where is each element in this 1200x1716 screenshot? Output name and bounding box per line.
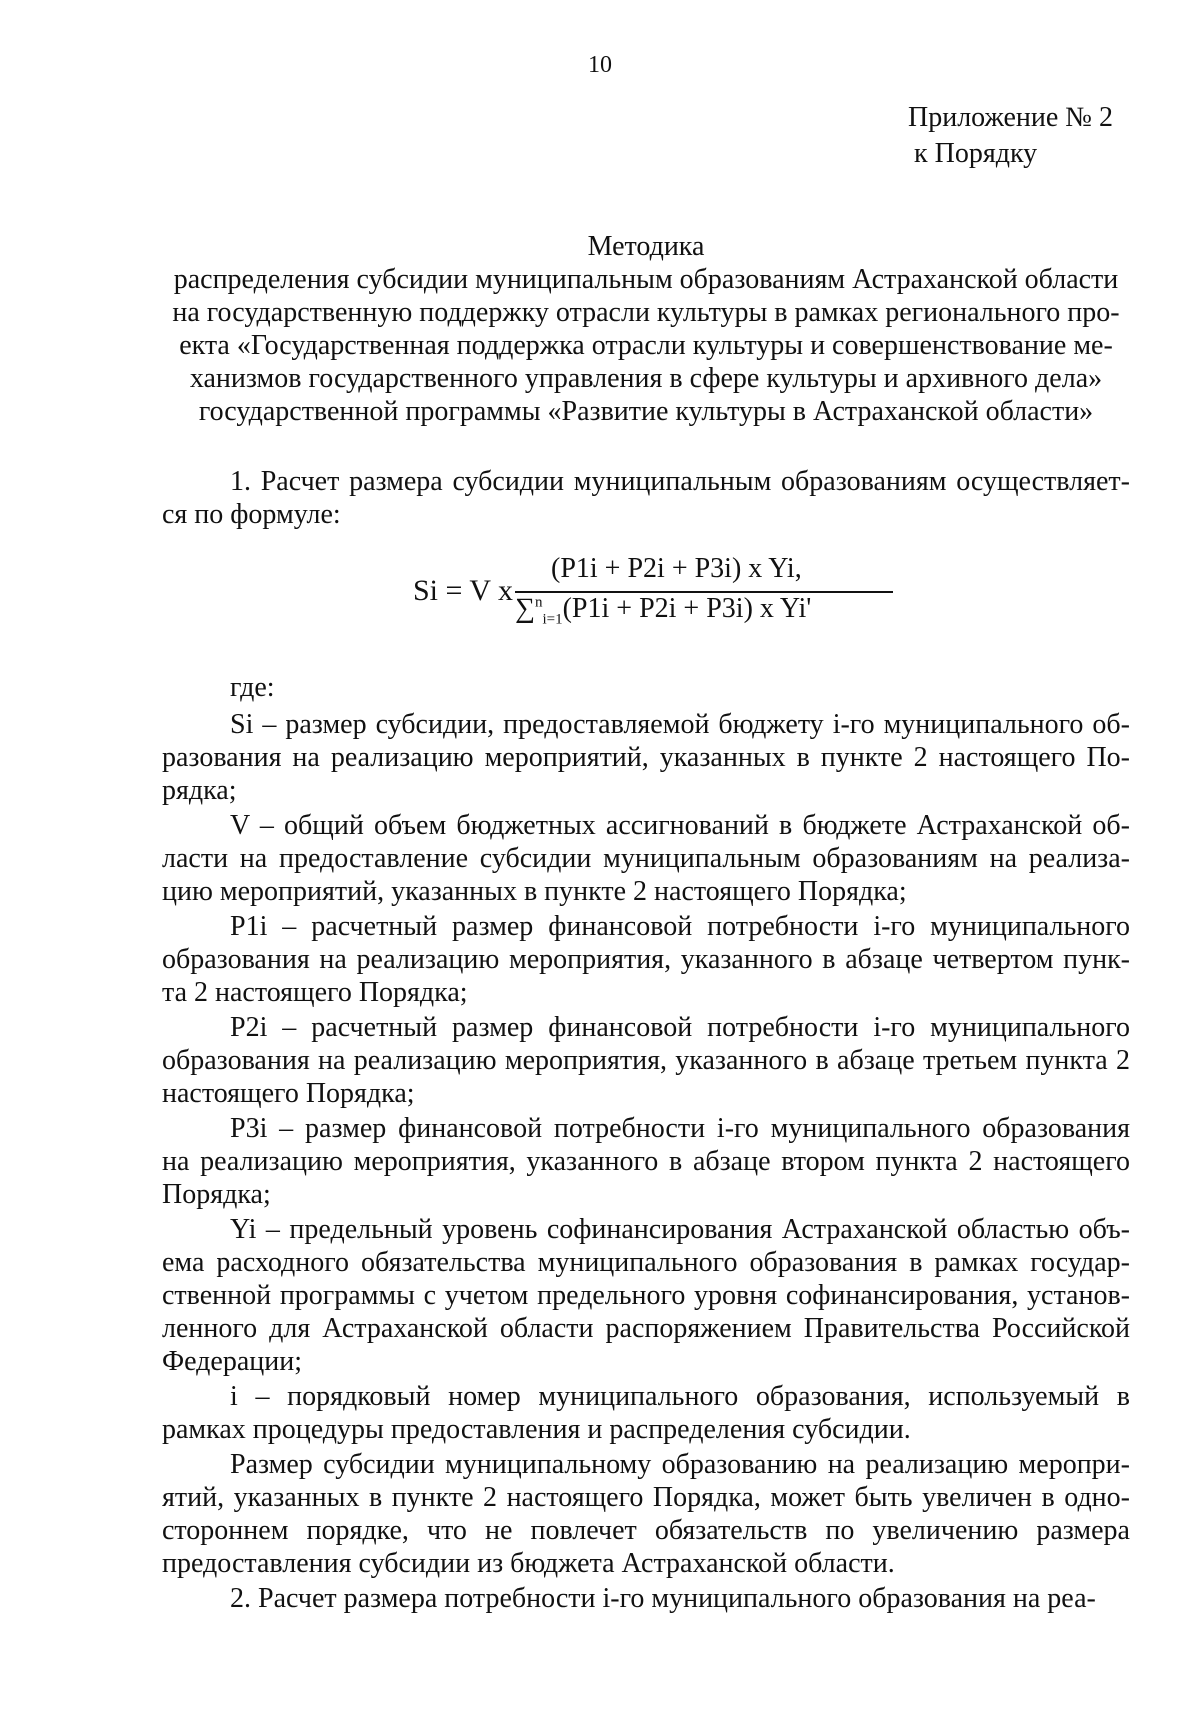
definitions-block [162, 708, 1130, 1615]
definition-yi: Yi – предельный уровень софинансирования Астраханской областью объ-ема расходного обязательства муниципального образования в рамках государ-ственной программы с учетом предельного уровня софинансирования, установ-ленного для Астраханской области распоряжением Правительства Российской Федерации; [162, 1214, 1130, 1377]
definition-p2i: P2i – расчетный размер финансовой потребности i-го муниципального образования на реализацию мероприятия, указанного в абзаце третьем пункта 2 настоящего Порядка; [162, 1012, 1130, 1109]
definition-si: Si – размер субсидии, предоставляемой бюджету i-го муниципального об-разования на реализацию мероприятий, указанных в пункте 2 настоящего По-рядка; [162, 709, 1130, 806]
where-label: где: [230, 672, 275, 703]
sum-upper-limit: n [534, 594, 543, 611]
section-1-intro-block [162, 465, 1130, 531]
title-line: на государственную поддержку отрасли культуры в рамках регионального про- [172, 297, 1120, 328]
formula-denominator [515, 593, 811, 629]
definition-p3i: P3i – размер финансовой потребности i-го муниципального образования на реализацию мероприятия, указанного в абзаце втором пункта 2 настоящего Порядка; [162, 1113, 1130, 1210]
formula-numerator: (P1i + P2i + P3i) x Yi, [551, 553, 802, 584]
section-2-start: 2. Расчет размера потребности i-го муниципального образования на реа- [230, 1583, 1096, 1614]
definition-p1i: P1i – расчетный размер финансовой потребности i-го муниципального образования на реализацию мероприятия, указанного в абзаце четвертом пунк-та 2 настоящего Порядка; [162, 911, 1130, 1008]
appendix-reference [908, 100, 1113, 172]
closing-paragraph: Размер субсидии муниципальному образованию на реализацию меропри-ятий, указанных в пункте 2 настоящего Порядка, может быть увеличен в одно-стороннем порядке, что не повлечет обязательств по увеличению размера предоставления субсидии из бюджета Астраханской области. [162, 1449, 1130, 1579]
section-1-intro: 1. Расчет размера субсидии муниципальным образованиям осуществляет-ся по формуле: [162, 466, 1130, 530]
formula-lhs: Si = V x [413, 574, 514, 607]
document-title [162, 230, 1130, 428]
definition-v: V – общий объем бюджетных ассигнований в бюджете Астраханской об-ласти на предоставление субсидии муниципальным образованиям на реализа-цию мероприятий, указанных в пункте 2 настоящего Порядка; [162, 810, 1130, 907]
sum-symbol: ∑ [515, 593, 535, 624]
title-line: екта «Государственная поддержка отрасли культуры и совершенствование ме- [179, 330, 1113, 361]
appendix-line-1: Приложение № 2 [908, 102, 1113, 133]
sum-lower-limit: i=1 [542, 611, 563, 628]
denominator-body: (P1i + P2i + P3i) x Yi' [562, 593, 812, 624]
title-line: распределения субсидии муниципальным образованиям Астраханской области [173, 264, 1119, 295]
definition-i: i – порядковый номер муниципального образования, используемый в рамках процедуры предоставления и распределения субсидии. [162, 1381, 1130, 1445]
title-line: ханизмов государственного управления в сфере культуры и архивного дела» [189, 363, 1103, 394]
title-heading: Методика [587, 231, 705, 262]
page-number: 10 [588, 52, 612, 78]
distribution-formula [413, 553, 933, 633]
title-line: государственной программы «Развитие культуры в Астраханской области» [198, 396, 1094, 427]
appendix-line-2: к Порядку [914, 138, 1038, 169]
